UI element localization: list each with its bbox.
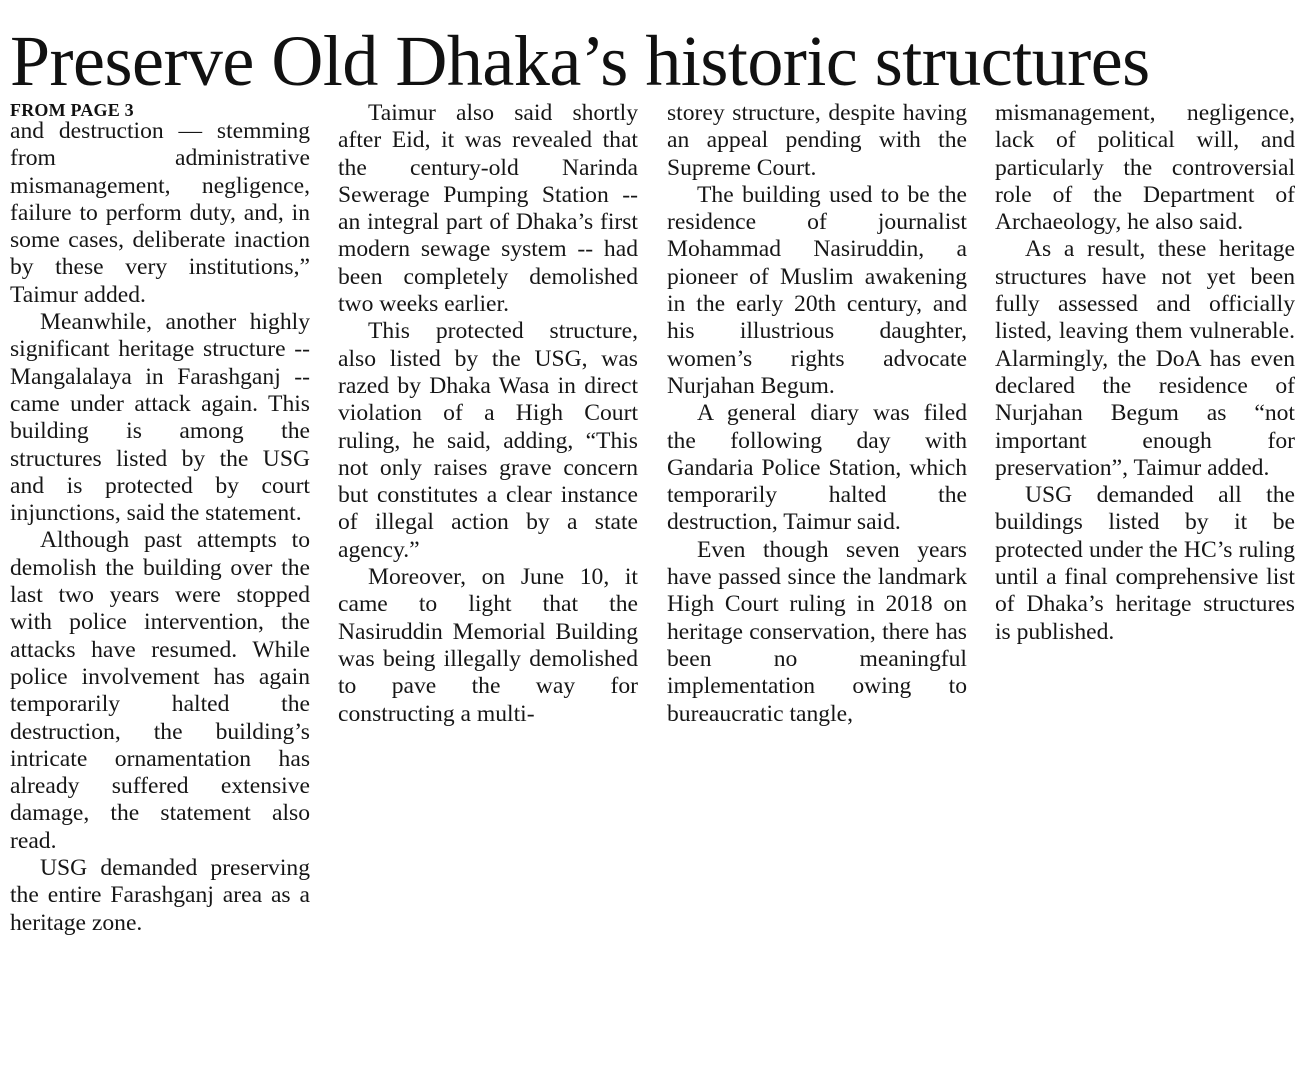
article-column-2: [338, 100, 638, 728]
paragraph: Meanwhile, another highly significant heritage structure -- Mangalalaya in Farashganj -- came under attack again. This building is among the structures listed by the USG and is protected by court injunctions, said the statement.: [10, 309, 310, 527]
headline: Preserve Old Dhaka’s historic structures: [10, 21, 1150, 101]
paragraph: This protected structure, also listed by the USG, was razed by Dhaka Wasa in direct violation of a High Court ruling, he said, adding, “This not only raises grave concern but constitutes a clear instance of illegal action by a state agency.”: [338, 318, 638, 563]
paragraph: USG demanded all the buildings listed by it be protected under the HC’s ruling until a final comprehensive list of Dhaka’s heritage structures is published.: [995, 482, 1295, 645]
paragraph: Moreover, on June 10, it came to light that the Nasiruddin Memorial Building was being illegally demolished to pave the way for constructing a multi-: [338, 564, 638, 727]
article-column-1: [10, 100, 310, 937]
paragraph: The building used to be the residence of journalist Mohammad Nasiruddin, a pioneer of Muslim awakening in the early 20th century, and his illustrious daughter, women’s rights advocate Nurjahan Begum.: [667, 181, 967, 399]
paragraph: USG demanded preserving the entire Farashganj area as a heritage zone.: [10, 855, 310, 936]
article-column-3: [667, 100, 967, 728]
paragraph: storey structure, despite having an appeal pending with the Supreme Court.: [667, 100, 967, 181]
paragraph: and destruction — stemming from administrative mismanagement, negligence, failure to perform duty, and, in some cases, deliberate inaction by these very institutions,” Taimur added.: [10, 118, 310, 308]
continuation-kicker: FROM PAGE 3: [10, 100, 134, 120]
paragraph: A general diary was filed the following day with Gandaria Police Station, which temporarily halted the destruction, Taimur said.: [667, 400, 967, 536]
paragraph: As a result, these heritage structures have not yet been fully assessed and officially listed, leaving them vulnerable. Alarmingly, the DoA has even declared the residence of Nurjahan Begum as “not important enough for preservation”, Taimur added.: [995, 236, 1295, 481]
paragraph: Although past attempts to demolish the building over the last two years were stopped with police intervention, the attacks have resumed. While police involvement has again temporarily halted the destruction, the building’s intricate ornamentation has already suffered extensive damage, the statement also read.: [10, 527, 310, 854]
paragraph: Taimur also said shortly after Eid, it was revealed that the century-old Narinda Sewerage Pumping Station -- an integral part of Dhaka’s first modern sewage system -- had been completely demolished two weeks earlier.: [338, 100, 638, 318]
paragraph: mismanagement, negligence, lack of political will, and particularly the controversial role of the Department of Archaeology, he also said.: [995, 100, 1295, 236]
paragraph: Even though seven years have passed since the landmark High Court ruling in 2018 on heritage conservation, there has been no meaningful implementation owing to bureaucratic tangle,: [667, 536, 967, 727]
article-column-4: [995, 100, 1295, 646]
